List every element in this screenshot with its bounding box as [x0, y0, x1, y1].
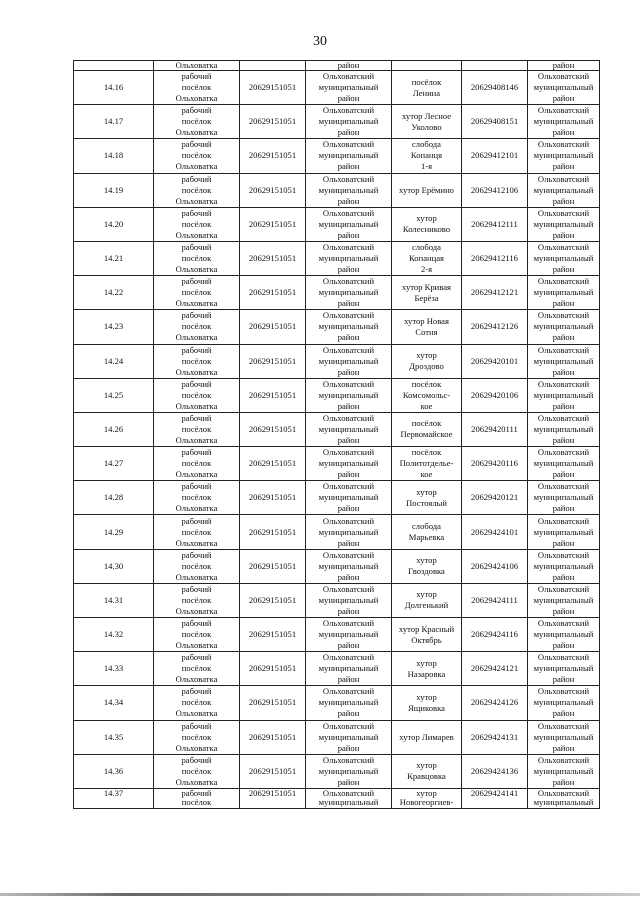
cell-code2: 20629420121 [462, 481, 528, 515]
cell-settlement: рабочий посёлок Ольховатка [154, 412, 240, 446]
cell-district: Ольховатский муниципальный район [306, 549, 392, 583]
cell-num: 14.36 [74, 754, 154, 788]
cell-village: хутор Красный Октябрь [392, 618, 462, 652]
cell-code: 20629151051 [240, 412, 306, 446]
cell-settlement: рабочий посёлок Ольховатка [154, 344, 240, 378]
table-row [74, 139, 600, 173]
cell-code2: 20629408146 [462, 71, 528, 105]
cell-settlement: рабочий посёлок Ольховатка [154, 447, 240, 481]
cell-code: 20629151051 [240, 276, 306, 310]
cell-village: посёлок Комсомольс- кое [392, 378, 462, 412]
cell-settlement: рабочий посёлок Ольховатка [154, 481, 240, 515]
cell-code [240, 61, 306, 71]
cell-num: 14.29 [74, 515, 154, 549]
cell-district2: Ольховатский муниципальный район [528, 720, 600, 754]
cell-code2: 20629420101 [462, 344, 528, 378]
table-row-continued [74, 61, 600, 71]
cell-code2: 20629424121 [462, 652, 528, 686]
cell-settlement: рабочий посёлок Ольховатка [154, 276, 240, 310]
cell-district2: Ольховатский муниципальный район [528, 515, 600, 549]
cell-num: 14.23 [74, 310, 154, 344]
cell-num [74, 61, 154, 71]
cell-settlement: рабочий посёлок Ольховатка [154, 549, 240, 583]
cell-code2: 20629412126 [462, 310, 528, 344]
cell-settlement: рабочий посёлок Ольховатка [154, 754, 240, 788]
cell-district2: Ольховатский муниципальный район [528, 241, 600, 275]
table-row [74, 412, 600, 446]
cell-code2: 20629424126 [462, 686, 528, 720]
cell-district: Ольховатский муниципальный район [306, 583, 392, 617]
cell-village: хутор Постоялый [392, 481, 462, 515]
cell-num: 14.18 [74, 139, 154, 173]
cell-district2: Ольховатский муниципальный район [528, 207, 600, 241]
table-row [74, 71, 600, 105]
cell-district2: Ольховатский муниципальный район [528, 71, 600, 105]
cell-village: посёлок Политотделье- кое [392, 447, 462, 481]
cell-district2: Ольховатский муниципальный район [528, 583, 600, 617]
cell-district2: Ольховатский муниципальный район [528, 310, 600, 344]
cell-district2: Ольховатский муниципальный район [528, 139, 600, 173]
cell-code2: 20629420116 [462, 447, 528, 481]
cell-code: 20629151051 [240, 583, 306, 617]
cell-num: 14.16 [74, 71, 154, 105]
cell-settlement: рабочий посёлок Ольховатка [154, 207, 240, 241]
cell-code: 20629151051 [240, 754, 306, 788]
cell-code2: 20629424101 [462, 515, 528, 549]
cell-code: 20629151051 [240, 788, 306, 808]
cell-district2: Ольховатский муниципальный район [528, 276, 600, 310]
cell-district2: Ольховатский муниципальный район [528, 754, 600, 788]
cell-code: 20629151051 [240, 549, 306, 583]
cell-village: хутор Лимарев [392, 720, 462, 754]
table-row [74, 276, 600, 310]
cell-district: Ольховатский муниципальный район [306, 241, 392, 275]
cell-num: 14.33 [74, 652, 154, 686]
cell-village: посёлок Ленина [392, 71, 462, 105]
cell-code: 20629151051 [240, 515, 306, 549]
cell-district: Ольховатский муниципальный район [306, 412, 392, 446]
cell-district: Ольховатский муниципальный район [306, 310, 392, 344]
table-row [74, 310, 600, 344]
cell-settlement: рабочий посёлок [154, 788, 240, 808]
cell-settlement: рабочий посёлок Ольховатка [154, 583, 240, 617]
cell-district: Ольховатский муниципальный район [306, 378, 392, 412]
cell-code: 20629151051 [240, 207, 306, 241]
cell-district: Ольховатский муниципальный район [306, 105, 392, 139]
cell-num: 14.26 [74, 412, 154, 446]
cell-district: Ольховатский муниципальный район [306, 720, 392, 754]
cell-code: 20629151051 [240, 139, 306, 173]
cell-district2: Ольховатский муниципальный район [528, 344, 600, 378]
cell-district2: Ольховатский муниципальный район [528, 447, 600, 481]
cell-num: 14.32 [74, 618, 154, 652]
cell-code2: 20629420111 [462, 412, 528, 446]
cell-code2: 20629412121 [462, 276, 528, 310]
cell-code: 20629151051 [240, 447, 306, 481]
cell-code2: 20629424141 [462, 788, 528, 808]
cell-district2: Ольховатский муниципальный район [528, 618, 600, 652]
cell-village: хутор Колесниково [392, 207, 462, 241]
cell-district2: Ольховатский муниципальный район [528, 173, 600, 207]
cell-village [392, 61, 462, 71]
cell-village: слобода Копанцая 2-я [392, 241, 462, 275]
cell-code2: 20629412116 [462, 241, 528, 275]
cell-village: хутор Долгенький [392, 583, 462, 617]
cell-code: 20629151051 [240, 618, 306, 652]
cell-district2: Ольховатский муниципальный [528, 788, 600, 808]
table-row [74, 173, 600, 207]
cell-num: 14.35 [74, 720, 154, 754]
cell-code: 20629151051 [240, 241, 306, 275]
cell-code: 20629151051 [240, 105, 306, 139]
cell-settlement: рабочий посёлок Ольховатка [154, 310, 240, 344]
cell-code2: 20629420106 [462, 378, 528, 412]
cell-district2: район [528, 61, 600, 71]
table-row [74, 447, 600, 481]
cell-settlement: рабочий посёлок Ольховатка [154, 71, 240, 105]
cell-num: 14.28 [74, 481, 154, 515]
cell-village: хутор Кривая Берёза [392, 276, 462, 310]
cell-village: хутор Дроздово [392, 344, 462, 378]
table-row [74, 618, 600, 652]
cell-village: слобода Копанця 1-я [392, 139, 462, 173]
cell-settlement: рабочий посёлок Ольховатка [154, 720, 240, 754]
cell-district: Ольховатский муниципальный район [306, 344, 392, 378]
cell-district2: Ольховатский муниципальный район [528, 481, 600, 515]
cell-district: Ольховатский муниципальный район [306, 618, 392, 652]
cell-num: 14.17 [74, 105, 154, 139]
cell-district: Ольховатский муниципальный район [306, 686, 392, 720]
table-row [74, 481, 600, 515]
cell-code2 [462, 61, 528, 71]
table-row [74, 207, 600, 241]
cell-district: Ольховатский муниципальный район [306, 276, 392, 310]
cell-num: 14.20 [74, 207, 154, 241]
cell-code: 20629151051 [240, 173, 306, 207]
cell-district2: Ольховатский муниципальный район [528, 652, 600, 686]
cell-code: 20629151051 [240, 481, 306, 515]
cell-code: 20629151051 [240, 652, 306, 686]
cell-code2: 20629408151 [462, 105, 528, 139]
cell-num: 14.24 [74, 344, 154, 378]
cell-village: хутор Новогеоргиев- [392, 788, 462, 808]
table-body [74, 61, 600, 809]
cell-settlement: рабочий посёлок Ольховатка [154, 618, 240, 652]
settlements-table [73, 60, 600, 809]
table-row [74, 583, 600, 617]
cell-village: хутор Ерёмино [392, 173, 462, 207]
cell-num: 14.34 [74, 686, 154, 720]
scan-edge-line [0, 893, 640, 896]
cell-settlement: рабочий посёлок Ольховатка [154, 241, 240, 275]
cell-code2: 20629424136 [462, 754, 528, 788]
cell-code2: 20629424131 [462, 720, 528, 754]
cell-settlement: рабочий посёлок Ольховатка [154, 378, 240, 412]
cell-code: 20629151051 [240, 686, 306, 720]
cell-code: 20629151051 [240, 344, 306, 378]
cell-settlement: рабочий посёлок Ольховатка [154, 105, 240, 139]
cell-code2: 20629424116 [462, 618, 528, 652]
cell-num: 14.22 [74, 276, 154, 310]
cell-district: Ольховатский муниципальный район [306, 173, 392, 207]
cell-settlement: рабочий посёлок Ольховатка [154, 515, 240, 549]
cell-num: 14.25 [74, 378, 154, 412]
cell-district: Ольховатский муниципальный район [306, 447, 392, 481]
cell-district: Ольховатский муниципальный район [306, 71, 392, 105]
table-row [74, 344, 600, 378]
cell-district: Ольховатский муниципальный район [306, 754, 392, 788]
cell-village: хутор Кравцовка [392, 754, 462, 788]
cell-code2: 20629424106 [462, 549, 528, 583]
cell-district: Ольховатский муниципальный район [306, 481, 392, 515]
page-number: 30 [313, 34, 327, 49]
cell-num: 14.21 [74, 241, 154, 275]
cell-code2: 20629412111 [462, 207, 528, 241]
cell-village: хутор Новая Сотня [392, 310, 462, 344]
cell-village: посёлок Первомайское [392, 412, 462, 446]
cell-district: Ольховатский муниципальный район [306, 207, 392, 241]
cell-num: 14.27 [74, 447, 154, 481]
cell-district: район [306, 61, 392, 71]
cell-district2: Ольховатский муниципальный район [528, 549, 600, 583]
table-row [74, 652, 600, 686]
table-row [74, 720, 600, 754]
cell-code: 20629151051 [240, 720, 306, 754]
table-row [74, 105, 600, 139]
cell-code2: 20629412106 [462, 173, 528, 207]
cell-num: 14.30 [74, 549, 154, 583]
cell-district2: Ольховатский муниципальный район [528, 378, 600, 412]
cell-village: хутор Гвоздовка [392, 549, 462, 583]
cell-code: 20629151051 [240, 378, 306, 412]
cell-settlement: рабочий посёлок Ольховатка [154, 652, 240, 686]
table-row [74, 686, 600, 720]
cell-settlement: Ольховатка [154, 61, 240, 71]
cell-code: 20629151051 [240, 71, 306, 105]
cell-district: Ольховатский муниципальный район [306, 652, 392, 686]
cell-village: слобода Марьевка [392, 515, 462, 549]
cell-village: хутор Назаровка [392, 652, 462, 686]
cell-settlement: рабочий посёлок Ольховатка [154, 173, 240, 207]
cell-settlement: рабочий посёлок Ольховатка [154, 139, 240, 173]
table-row-partial [74, 788, 600, 808]
cell-village: хутор Ящиковка [392, 686, 462, 720]
cell-district2: Ольховатский муниципальный район [528, 686, 600, 720]
cell-district: Ольховатский муниципальный район [306, 515, 392, 549]
cell-num: 14.19 [74, 173, 154, 207]
cell-code: 20629151051 [240, 310, 306, 344]
cell-num: 14.31 [74, 583, 154, 617]
cell-num: 14.37 [74, 788, 154, 808]
cell-code2: 20629412101 [462, 139, 528, 173]
cell-village: хутор Лесное Уколово [392, 105, 462, 139]
table-row [74, 515, 600, 549]
cell-district2: Ольховатский муниципальный район [528, 105, 600, 139]
cell-district: Ольховатский муниципальный [306, 788, 392, 808]
cell-district: Ольховатский муниципальный район [306, 139, 392, 173]
cell-settlement: рабочий посёлок Ольховатка [154, 686, 240, 720]
cell-code2: 20629424111 [462, 583, 528, 617]
cell-district2: Ольховатский муниципальный район [528, 412, 600, 446]
table-row [74, 754, 600, 788]
table-row [74, 549, 600, 583]
table-row [74, 241, 600, 275]
table-row [74, 378, 600, 412]
